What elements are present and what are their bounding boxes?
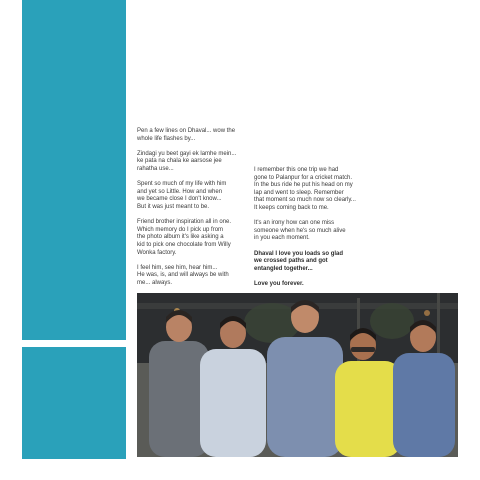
paragraph: I feel him, see him, hear him... He was, is, and will always be with me... always. bbox=[137, 264, 229, 286]
paragraph: Spent so much of my life with him and yet so Little. How and when we became close I don't know... But it was just meant to be. bbox=[137, 181, 227, 210]
group-photo bbox=[137, 293, 458, 457]
tribute-text-right bbox=[254, 167, 366, 296]
paragraph: It's an irony how can one miss someone when he's so much alive in you each moment. bbox=[254, 220, 346, 242]
group-photo-illustration bbox=[137, 293, 458, 457]
highlight-paragraph: Dhaval I love you loads so glad we crossed paths and got entangled together... bbox=[254, 250, 344, 272]
paragraph: Friend brother inspiration all in one. Which memory do I pick up from the photo album it's like asking a kid to pick one chocolate from Willy Wonka factory. bbox=[137, 219, 232, 256]
paragraph: Pen a few lines on Dhaval... wow the whole life flashes by... bbox=[137, 128, 236, 142]
accent-bar-bottom bbox=[22, 347, 126, 459]
closing-line: Love you forever. bbox=[254, 280, 304, 287]
paragraph: I remember this one trip we had gone to Palanpur for a cricket match. In the bus ride he put his head on my lap and went to sleep. Remember that moment so much now so clearly... It keeps coming back to me. bbox=[254, 167, 356, 211]
accent-bar-top bbox=[22, 0, 126, 340]
tribute-text-left bbox=[137, 128, 247, 295]
paragraph: Zindagi yu beet gayi ek lamhe mein... ke pata na chala ke aarsose jee rahatha use... bbox=[137, 150, 237, 172]
